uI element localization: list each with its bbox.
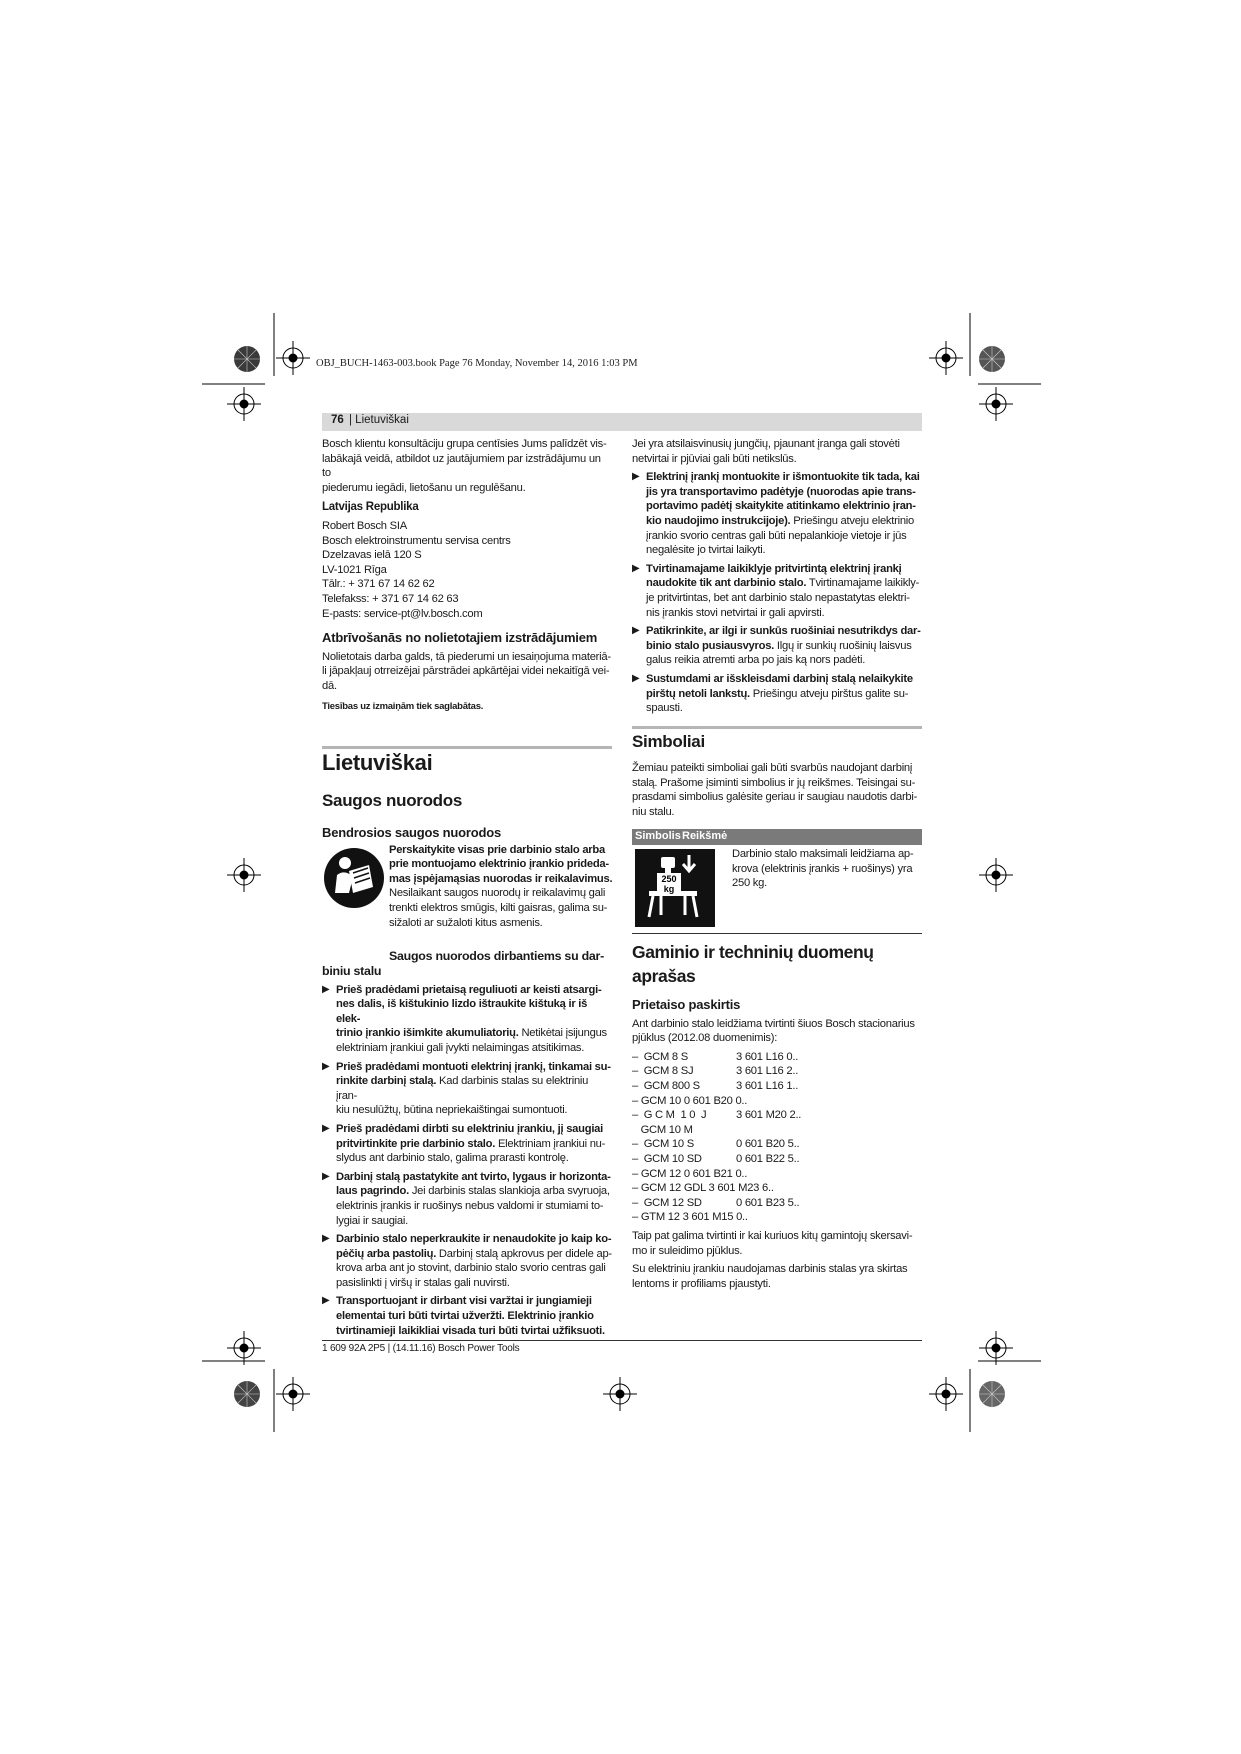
page-number: 76 <box>331 414 344 426</box>
disposal-heading: Atbrīvošanās no nolietotajiem izstrādājumiem <box>322 630 598 646</box>
bullet-arrow-icon: ▶ <box>632 672 640 684</box>
warning-bold: Perskaitykite visas prie darbinio stalo arba prie montuojamo elektrinio įrankio prideda- mas įspėjamąsias nuorodas ir reikalavimus. <box>389 843 613 885</box>
list-item: – GCM 10 S 0 601 B20 5.. <box>632 1138 800 1151</box>
right-column <box>632 437 924 720</box>
bullet-arrow-icon: ▶ <box>322 1233 330 1245</box>
file-info: OBJ_BUCH-1463-003.book Page 76 Monday, November 14, 2016 1:03 PM <box>316 358 638 369</box>
bullet-arrow-icon: ▶ <box>632 562 640 574</box>
language-title: Lietuviškai <box>322 750 433 775</box>
bullet-overload: ▶ Darbinio stalo neperkraukite ir nenaudokite jo kaip ko- pėčių arba pastolių. Darbinį stalą apkrovus per didele ap- krova arba ant jo stovint, darbinio stalo svorio centras gali pasislinkti į viršų ir stalas gali nuvirsti. <box>322 1233 612 1289</box>
warning-block <box>322 843 612 943</box>
purpose-paragraph: Ant darbinio stalo leidžiama tvirtinti šiuos Bosch stacionarius pjūklus (2012.08 duomenimis): <box>632 1017 915 1045</box>
general-safety-heading: Bendrosios saugos nuorodos <box>322 825 501 840</box>
work-safety-heading: Saugos nuorodos dirbantiems su dar- biniu stalu <box>322 948 604 978</box>
disposal-paragraph: Nolietotais darba galds, tā piederumi un iesaiņojuma materiā- li jāpakļauj otrreizējai pārstrādei apkārtējai videi nekaitīgā vei- dā. <box>322 650 611 692</box>
bullet-transport: ▶ Transportuojant ir dirbant visi varžtai ir jungiamieji elementai turi būti tvirtai užveržti. Elektrinio įrankio tvirtinamieji laikikliai visada turi būti tvirtai užfiksuoti. <box>322 1295 605 1337</box>
header-section: | Lietuviškai <box>349 414 409 426</box>
bullet-surface: ▶ Darbinį stalą pastatykite ant tvirto, lygaus ir horizonta- laus pagrindo. Jei darbinis stalas slankioja arba svyruoja, elektrinis įrankis ir ruošinys nebus valdomi ir stumiami to- lygiai ir saugiai. <box>322 1170 611 1227</box>
right-column-product <box>632 940 924 1295</box>
bullet-balance: ▶ Patikrinkite, ar ilgi ir sunkūs ruošiniai nesutrikdys dar- binio stalo pusiausvyros. Ilgų ir sunkių ruošinių laisvus galus reikia atremti arba po jais ką nors padėti. <box>632 625 921 667</box>
bullet-fasten: ▶ Prieš pradėdami dirbti su elektriniu įrankiu, jį saugiai pritvirtinkite prie darbinio stalo. Elektriniam įrankiui nu- slydus ant darbinio stalo, galima prarasti kontrolę. <box>322 1122 606 1165</box>
continuation-paragraph: Jei yra atsilaisvinusių jungčių, pjaunant įranga gali stovėti netvirtai ir pjūviai gali būti netikslūs. <box>632 438 900 465</box>
bullet-assemble: ▶ Prieš pradėdami montuoti elektrinį įrankį, tinkamai su- rinkite darbinį stalą. Kad darbinis stalas su elektriniu įran- kiu nesulūžtų, būtina nepriekaištingai sumontuoti. <box>322 1060 611 1117</box>
bullet-arrow-icon: ▶ <box>322 1122 330 1134</box>
symbols-paragraph: Žemiau pateikti simboliai gali būti svarbūs naudojant darbinį stalą. Prašome įsiminti simbolius ir jų reikšmes. Teisingai su- prasdami simbolius galėsite geriau ir saugiau naudotis darbi- niu stalu. <box>632 762 918 818</box>
other-saws-paragraph: Taip pat galima tvirtinti ir kai kuriuos kitų gamintojų skersavi- mo ir suleidimo pjūklus. <box>632 1229 913 1257</box>
list-item: – GCM 8 SJ 3 601 L16 2.. <box>632 1065 799 1078</box>
warning-text: Nesilaikant saugos nuorodų ir reikalavimų gali trenkti elektros smūgis, kilti gaisras, galima su- sižaloti ar sužaloti kitus asmenis. <box>389 887 608 929</box>
bullet-holder: ▶ Tvirtinamajame laikiklyje pritvirtintą elektrinį įrankį naudokite tik ant darbinio stalo. Tvirtinamajame laikikly- je pritvirtintas, bet ant darbinio stalo nepastatytas elektri- nis įrankis stovi netvirtai ir gali apvirsti. <box>632 562 920 619</box>
list-item: – GCM 12 SD 0 601 B23 5.. <box>632 1196 800 1209</box>
right-column-symbols <box>632 731 924 823</box>
table-col-meaning: Reikšmė <box>682 830 728 842</box>
list-item: GCM 10 M <box>632 1123 693 1136</box>
list-item: – GCM 12 0 601 B21 0.. <box>632 1167 748 1180</box>
safety-title: Saugos nuorodos <box>322 791 463 810</box>
product-description-title: Gaminio ir techninių duomenų aprašas <box>632 942 874 986</box>
table-col-symbol: Simbolis <box>635 830 681 842</box>
page-header <box>322 413 922 431</box>
list-item: – GCM 10 SD 0 601 B22 5.. <box>632 1152 800 1165</box>
footer-rule <box>322 1340 922 1341</box>
intended-use-paragraph: Su elektriniu įrankiu naudojamas darbinis stalas yra skirtas lentoms ir profiliams pjaustyti. <box>632 1263 908 1290</box>
intro-paragraph: Bosch klientu konsultāciju grupa centīsies Jums palīdzēt vis- labākajā veidā, atbildot uz jautājumiem par izstrādājumu un to piederumu iegādi, lietošanu un regulēšanu. <box>322 438 607 494</box>
left-column <box>322 437 612 718</box>
list-item: – GCM 12 GDL 3 601 M23 6.. <box>632 1182 774 1195</box>
weight-unit: kg <box>663 884 675 894</box>
bullet-arrow-icon: ▶ <box>322 1060 330 1072</box>
symbol-row <box>632 847 922 931</box>
section-rule-right <box>632 726 922 729</box>
bullet-arrow-icon: ▶ <box>632 471 640 483</box>
model-list <box>632 1050 924 1225</box>
bullet-arrow-icon: ▶ <box>322 1170 330 1182</box>
bullet-arrow-icon: ▶ <box>322 983 330 995</box>
left-column-lower <box>322 750 612 1342</box>
symbol-table-header <box>632 829 922 845</box>
weight-label-box <box>657 873 681 895</box>
bullet-fingers: ▶ Sustumdami ar išskleisdami darbinį stalą nelaikykite pirštų netoli lankstų. Priešingu atveju pirštus galite su- spausti. <box>632 672 913 715</box>
weight-value: 250 <box>661 874 677 884</box>
page-footer: 1 609 92A 2P5 | (14.11.16) Bosch Power Tools <box>322 1343 520 1354</box>
country-heading: Latvijas Republika <box>322 501 419 514</box>
list-item: – GCM 800 S 3 601 L16 1.. <box>632 1079 799 1092</box>
list-item: – GCM 8 S 3 601 L16 0.. <box>632 1050 799 1063</box>
list-item: – G C M 1 0 J 3 601 M20 2.. <box>632 1109 802 1122</box>
symbols-title: Simboliai <box>632 732 705 751</box>
list-item: – GTM 12 3 601 M15 0.. <box>632 1211 748 1224</box>
table-bottom-rule <box>632 933 922 934</box>
rights-note: Tiesības uz izmaiņām tiek saglabātas. <box>322 700 484 712</box>
read-manual-icon <box>323 847 385 909</box>
purpose-heading: Prietaiso paskirtis <box>632 997 741 1012</box>
section-rule-left <box>322 746 612 749</box>
bullet-arrow-icon: ▶ <box>632 625 640 637</box>
address-block: Robert Bosch SIA Bosch elektroinstrumentu servisa centrs Dzelzavas ielā 120 S LV-1021 Rīga Tālr.: + 371 67 14 62 62 Telefakss: + 371 67 14 62 63 E-pasts: service-pt@lv.bosch.com <box>322 519 511 620</box>
list-item: – GCM 10 0 601 B20 0.. <box>632 1094 748 1107</box>
bullet-mount: ▶ Elektrinį įrankį montuokite ir išmontuokite tik tada, kai jis yra transportavimo padėtyje (nuorodas apie trans- portavimo padėtį skaitykite atitinkamo elektrinio įran- kio naudojimo instrukcijoje). Priešingu atveju elektrinio įrankio svorio centras gali būti nepalankioje vietoje ir jūs negalėsite jo tvirtai laikyti. <box>632 471 920 557</box>
bullet-unplug: ▶ Prieš pradėdami prietaisą reguliuoti ar keisti atsargi- nes dalis, iš kištukinio lizdo ištraukite kištuką ir iš elek- trinio įrankio išimkite akumuliatorių. Netikėtai įsijungus elektriniam įrankiui gali įvykti nelaimingas atsitikimas. <box>322 983 607 1054</box>
symbol-description: Darbinio stalo maksimali leidžiama ap- krova (elektrinis įrankis + ruošinys) yra 250 kg. <box>732 848 914 890</box>
bullet-arrow-icon: ▶ <box>322 1295 330 1307</box>
max-load-symbol <box>635 849 715 927</box>
